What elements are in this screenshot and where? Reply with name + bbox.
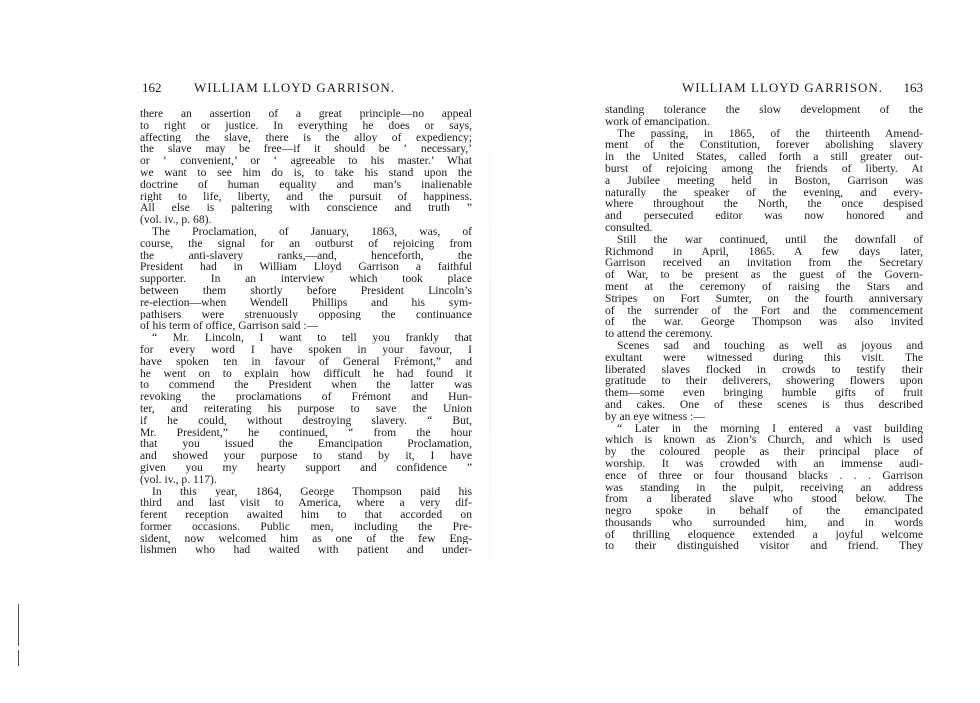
text-line: or ‘ convenient,’ or ‘ agreeable to his master.’ What <box>140 155 472 167</box>
text-line: pathisers were strenuously opposing the continuance <box>140 308 472 321</box>
left-page-number: 162 <box>142 80 162 95</box>
text-line: was standing in the pulpit, receiving an address <box>605 481 923 494</box>
text-line: to right or justice. In everything he does or says, <box>140 119 472 132</box>
right-body-text <box>605 104 923 552</box>
right-page-number: 163 <box>903 80 923 95</box>
text-line: re-election—when Wendell Phillips and his sym- <box>140 296 472 309</box>
text-line: sident, now welcomed him as one of the few Eng- <box>140 532 472 545</box>
text-line: of his term of office, Garrison said :— <box>140 320 319 333</box>
text-line: affecting the slave, there is the alloy of expediency; <box>140 131 472 144</box>
text-line: of the surrender of the Fort and the commencement <box>605 304 923 317</box>
text-line: gratitude to their deliverers, showering flowers upon <box>605 375 923 388</box>
text-line: to their distinguished visitor and friend. They <box>605 540 923 553</box>
text-line: exultant were witnessed during this visit. The <box>605 351 923 364</box>
text-line: third and last visit to America, where a very dif- <box>140 497 472 510</box>
text-line: President had in William Lloyd Garrison a faithful <box>140 261 472 274</box>
margin-pencil-mark <box>18 650 19 666</box>
text-line: from a liberated slave who stood below. The <box>605 493 923 506</box>
right-running-title: WILLIAM LLOYD GARRISON. <box>681 80 883 95</box>
text-line: where throughout the North, the once despised <box>605 198 923 211</box>
text-line: of thrilling eloquence extended a joyful welcome <box>605 528 923 541</box>
text-line: in the United States, called forth a still greater out- <box>605 151 923 163</box>
text-line: given you my hearty support and confidence ” <box>140 461 472 474</box>
text-line: In this year, 1864, George Thompson paid his <box>152 485 472 498</box>
text-line: by the coloured people as their principal place of <box>605 446 923 458</box>
text-line: The passing, in 1865, of the thirteenth Amend- <box>617 127 923 140</box>
text-line: course, the signal for an outburst of rejoicing from <box>140 237 472 250</box>
text-line: Stripes on Fort Sumter, on the fourth anniversary <box>605 292 923 305</box>
text-line: the slave may be free—if it should be ‘ necessary,’ <box>140 143 472 156</box>
text-line: and cakes. One of these scenes is thus described <box>605 398 923 411</box>
text-line: by an eye witness :— <box>605 410 705 423</box>
text-line: that you issued the Emancipation Proclamation, <box>140 438 472 451</box>
text-line: standing tolerance the slow development of the <box>605 104 923 116</box>
text-line: Mr. President,” he continued, “ from the hour <box>140 426 472 439</box>
text-line: to attend the ceremony. <box>605 328 714 340</box>
text-line: we want to see him do is, to take his stand upon the <box>140 166 472 179</box>
text-line: to commend the President when the latter was <box>140 379 472 392</box>
text-line: ment at the ceremony of raising the Stars and <box>605 280 923 293</box>
text-line: a Jubilee meeting held in Boston, Garrison was <box>605 174 923 187</box>
text-line: them—some even bringing humble gifts of fruit <box>605 387 923 399</box>
text-line: for every word I have spoken in your favour, I <box>140 343 472 356</box>
text-line: ence of three or four thousand blacks . . . Garrison <box>605 469 923 482</box>
text-line: revoking the proclamations of Frémont and Hun- <box>140 391 472 403</box>
margin-pencil-mark <box>18 604 19 646</box>
text-line: worship. It was crowded with an immense audi- <box>605 457 923 470</box>
text-line: naturally the speaker of the evening, and every- <box>605 186 923 199</box>
text-line: Garrison received an invitation from the Secretary <box>605 257 923 270</box>
text-line: which is known as Zion’s Church, and which is used <box>605 434 923 447</box>
text-line: All else is paltering with conscience and truth ” <box>140 202 472 215</box>
text-line: have spoken ten in favour of General Frémont,” and <box>140 355 472 368</box>
text-line: lishmen who had waited with patient and under- <box>140 544 472 557</box>
text-line: of the war. George Thompson was also invited <box>605 316 923 329</box>
text-line: he went on to explain how difficult he had found it <box>140 367 472 380</box>
text-line: ferent reception awaited him to that accorded on <box>140 509 472 521</box>
text-line: thousands who surrounded him, and in words <box>605 516 923 529</box>
text-line: (vol. iv., p. 117). <box>140 473 217 486</box>
text-line: Scenes sad and touching as well as joyous and <box>617 339 923 352</box>
text-line: negro spoke in behalf of the emancipated <box>605 505 923 517</box>
text-line: “ Mr. Lincoln, I want to tell you frankly that <box>152 332 472 344</box>
text-line: Still the war continued, until the downfall of <box>617 233 923 246</box>
text-line: Richmond in April, 1865. A few days later, <box>605 245 923 258</box>
text-line: The Proclamation, of January, 1863, was, of <box>152 225 472 238</box>
text-line: and showed your purpose to stand by it, I have <box>140 450 472 462</box>
text-line: burst of rejoicing among the friends of liberty. At <box>605 162 923 175</box>
text-line: the anti-slavery ranks,—and, henceforth, the <box>140 249 472 262</box>
right-running-head <box>605 80 923 98</box>
text-line: ment of the Constitution, forever abolishing slavery <box>605 139 923 152</box>
text-line: right to life, liberty, and the pursuit of happiness. <box>140 190 472 203</box>
text-line: ter, and reiterating his purpose to save the Union <box>140 402 472 415</box>
text-line: and persecuted editor was now honored and <box>605 210 923 222</box>
text-line: consulted. <box>605 221 653 234</box>
text-line: work of emancipation. <box>605 115 710 128</box>
text-line: former occasions. Public men, including the Pre- <box>140 520 472 533</box>
text-line: between them shortly before President Lincoln’s <box>140 284 472 297</box>
page-gutter <box>489 40 491 680</box>
text-line: (vol. iv., p. 68). <box>140 214 212 226</box>
text-line: of War, to be present as the guest of the Govern- <box>605 269 923 281</box>
left-body-text <box>140 108 472 556</box>
text-line: supporter. In an interview which took place <box>140 273 472 285</box>
left-running-head <box>140 80 472 98</box>
text-line: liberated slaves flocked in crowds to testify their <box>605 363 923 376</box>
text-line: there an assertion of a great principle—no appeal <box>140 108 472 120</box>
left-running-title: WILLIAM LLOYD GARRISON. <box>194 80 396 95</box>
text-line: “ Later in the morning I entered a vast building <box>617 422 923 435</box>
text-line: doctrine of human equality and man’s inalienable <box>140 178 472 191</box>
text-line: if he could, without destroying slavery. “ But, <box>140 414 472 427</box>
